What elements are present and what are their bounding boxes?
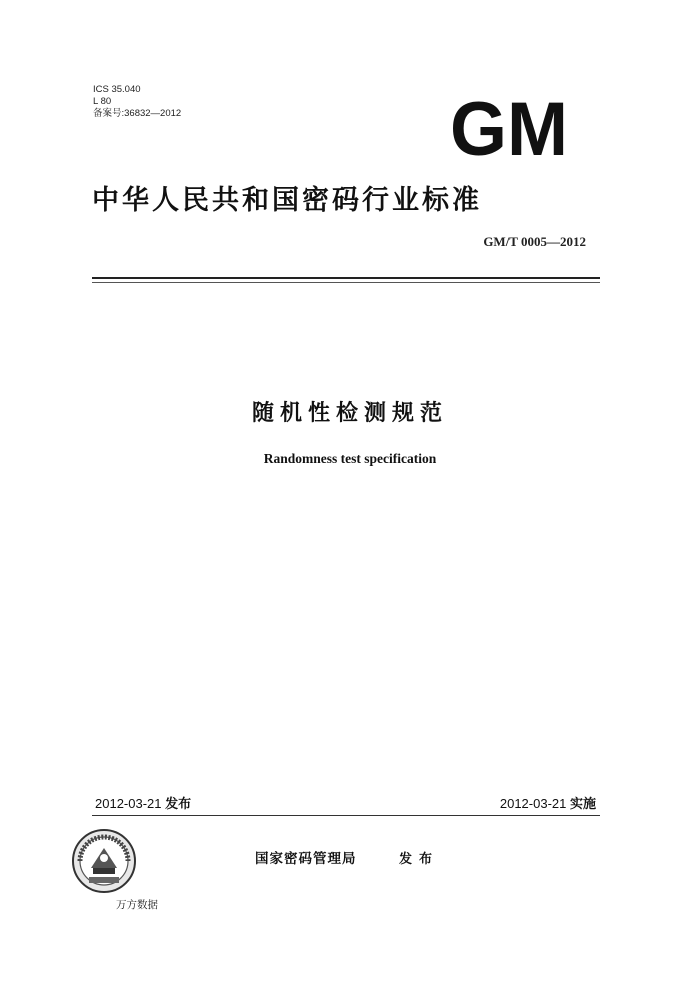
implement-date-line — [500, 793, 596, 812]
ics-code: ICS 35.040 — [93, 84, 141, 95]
footer-rule — [92, 815, 600, 816]
class-code: L 80 — [93, 96, 112, 107]
gm-logo-text: GM — [450, 97, 568, 159]
implement-label: 实施 — [569, 797, 596, 812]
publisher-name: 国家密码管理局 — [255, 851, 357, 867]
publisher-action: 发布 — [399, 852, 440, 867]
header-rule-thin — [92, 282, 600, 283]
standard-code: GM/T 0005—2012 — [483, 234, 586, 249]
issue-label: 发布 — [165, 797, 192, 812]
record-number: 备案号:36832—2012 — [93, 108, 182, 119]
standard-category: 中华人民共和国密码行业标准 — [92, 185, 482, 216]
seal-icon — [71, 828, 137, 894]
issue-date: 2012-03-21 — [95, 796, 162, 811]
ics-block — [93, 84, 181, 120]
gm-logo — [448, 97, 570, 159]
source-watermark: 万方数据 — [116, 899, 158, 911]
document-title: 随机性检测规范 — [251, 401, 448, 426]
document-subtitle: Randomness test specification — [263, 451, 437, 466]
implement-date: 2012-03-21 — [499, 796, 567, 811]
header-rule — [92, 277, 600, 279]
issue-date-line — [95, 793, 191, 812]
